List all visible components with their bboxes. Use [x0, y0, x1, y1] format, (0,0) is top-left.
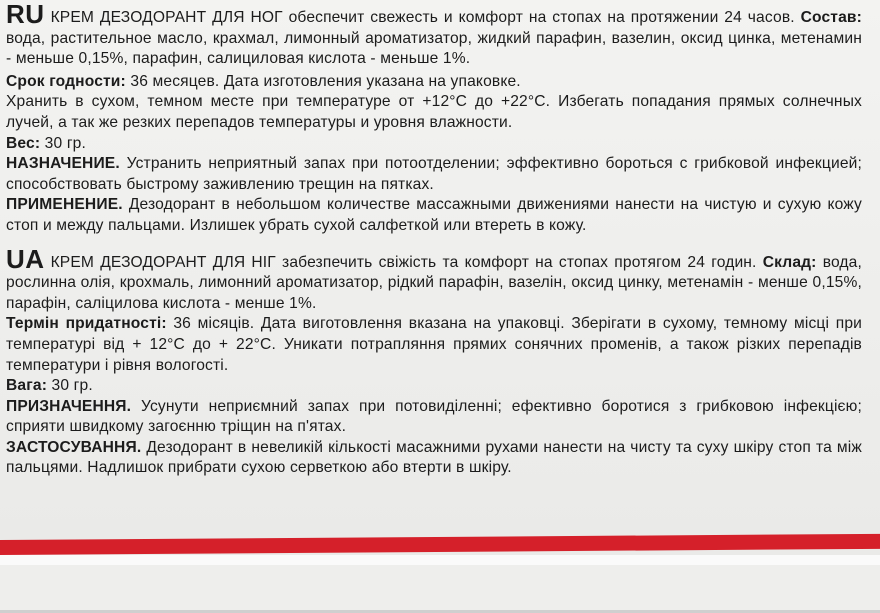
ru-shelf-paragraph	[6, 72, 862, 93]
ru-purpose-paragraph	[6, 154, 862, 195]
ua-shelf-paragraph	[6, 314, 862, 376]
ua-weight-paragraph	[6, 376, 862, 397]
ru-intro-paragraph	[6, 0, 862, 70]
ru-storage-paragraph: Хранить в сухом, темном месте при температуре от +12°С до +22°С. Избегать попадания прямых солнечных лучей, а так же резких перепадов температуры и уровня влажности.	[6, 93, 862, 131]
ua-usage-label: ЗАСТОСУВАННЯ.	[6, 438, 142, 456]
ua-weight-label: Вага:	[6, 377, 48, 395]
ru-composition-label: Состав:	[800, 9, 862, 26]
ru-lang-code: RU	[6, 0, 45, 29]
ua-section	[6, 243, 862, 480]
ua-shelf-label: Термін придатності:	[6, 315, 167, 333]
label-text	[6, 0, 862, 479]
ru-product-title: КРЕМ ДЕЗОДОРАНТ ДЛЯ НОГ	[50, 9, 283, 26]
ru-usage: Дезодорант в небольшом количестве массажными движениями нанести на чистую и сухую кожу стоп и между пальцами. Излишек убрать сухой салфеткой или втереть в кожу.	[6, 196, 862, 234]
ru-weight: 30 гр.	[40, 134, 86, 152]
ua-lang-code: UA	[6, 243, 45, 274]
bottom-panel	[0, 565, 880, 613]
ua-weight: 30 гр.	[47, 377, 93, 395]
ua-purpose-label: ПРИЗНАЧЕННЯ.	[6, 397, 132, 415]
ru-shelf-label: Срок годности:	[6, 72, 126, 90]
ua-composition: вода, рослинна олія, крохмаль, лимонний ароматизатор, рідкий парафін, вазелін, оксид цинку, метенамін - менше 0,15%, парафін, саліцилова кислота - менше 1%.	[6, 253, 862, 312]
ua-usage-paragraph	[6, 438, 862, 479]
ua-purpose-paragraph	[6, 397, 862, 438]
ru-shelf: 36 месяцев. Дата изготовления указана на упаковке.	[125, 72, 521, 90]
red-stripe	[0, 534, 880, 555]
ua-purpose: Усунути неприємний запах при потовиділенні; ефективно боротися з грибковою інфекцією; сприяти швидкому загоєнню тріщин на п'ятах.	[6, 397, 862, 436]
ru-weight-label: Вес:	[6, 134, 41, 152]
white-stripe	[0, 555, 880, 565]
ru-composition: вода, растительное масло, крахмал, лимонный ароматизатор, жидкий парафин, вазелин, оксид цинка, метенамин - меньше 0,15%, парафин, салициловая кислота - меньше 1%.	[6, 29, 862, 68]
ua-composition-label: Склад:	[762, 253, 817, 271]
ru-purpose-label: НАЗНАЧЕНИЕ.	[6, 155, 120, 173]
ua-shelf: 36 місяців. Дата виготовлення вказана на упаковці. Зберігати в сухому, темному місці при температурі від + 12°С до + 22°С. Уникати потрапляння прямих сонячних променів, а також різких перепадів температури і рівня вологості.	[6, 315, 862, 374]
ua-usage: Дезодорант в невеликій кількості масажними рухами нанести на чисту та суху шкіру стоп та між пальцями. Надлишок прибрати сухою серветкою або втерти в шкіру.	[6, 438, 862, 477]
ru-section	[6, 0, 862, 237]
ua-intro: забезпечить свіжість та комфорт на стопах протягом 24 годин.	[275, 253, 763, 271]
ru-usage-label: ПРИМЕНЕНИЕ.	[6, 196, 123, 214]
ua-intro-paragraph	[6, 243, 862, 315]
ru-purpose: Устранить неприятный запах при потоотделении; эффективно бороться с грибковой инфекцией; способствовать быстрому заживлению трещин на пятках.	[6, 155, 862, 193]
ru-weight-paragraph	[6, 134, 862, 155]
ru-usage-paragraph	[6, 195, 862, 236]
ru-intro: обеспечит свежесть и комфорт на стопах на протяжении 24 часов.	[282, 9, 801, 26]
ua-product-title: КРЕМ ДЕЗОДОРАНТ ДЛЯ НІГ	[50, 253, 276, 271]
